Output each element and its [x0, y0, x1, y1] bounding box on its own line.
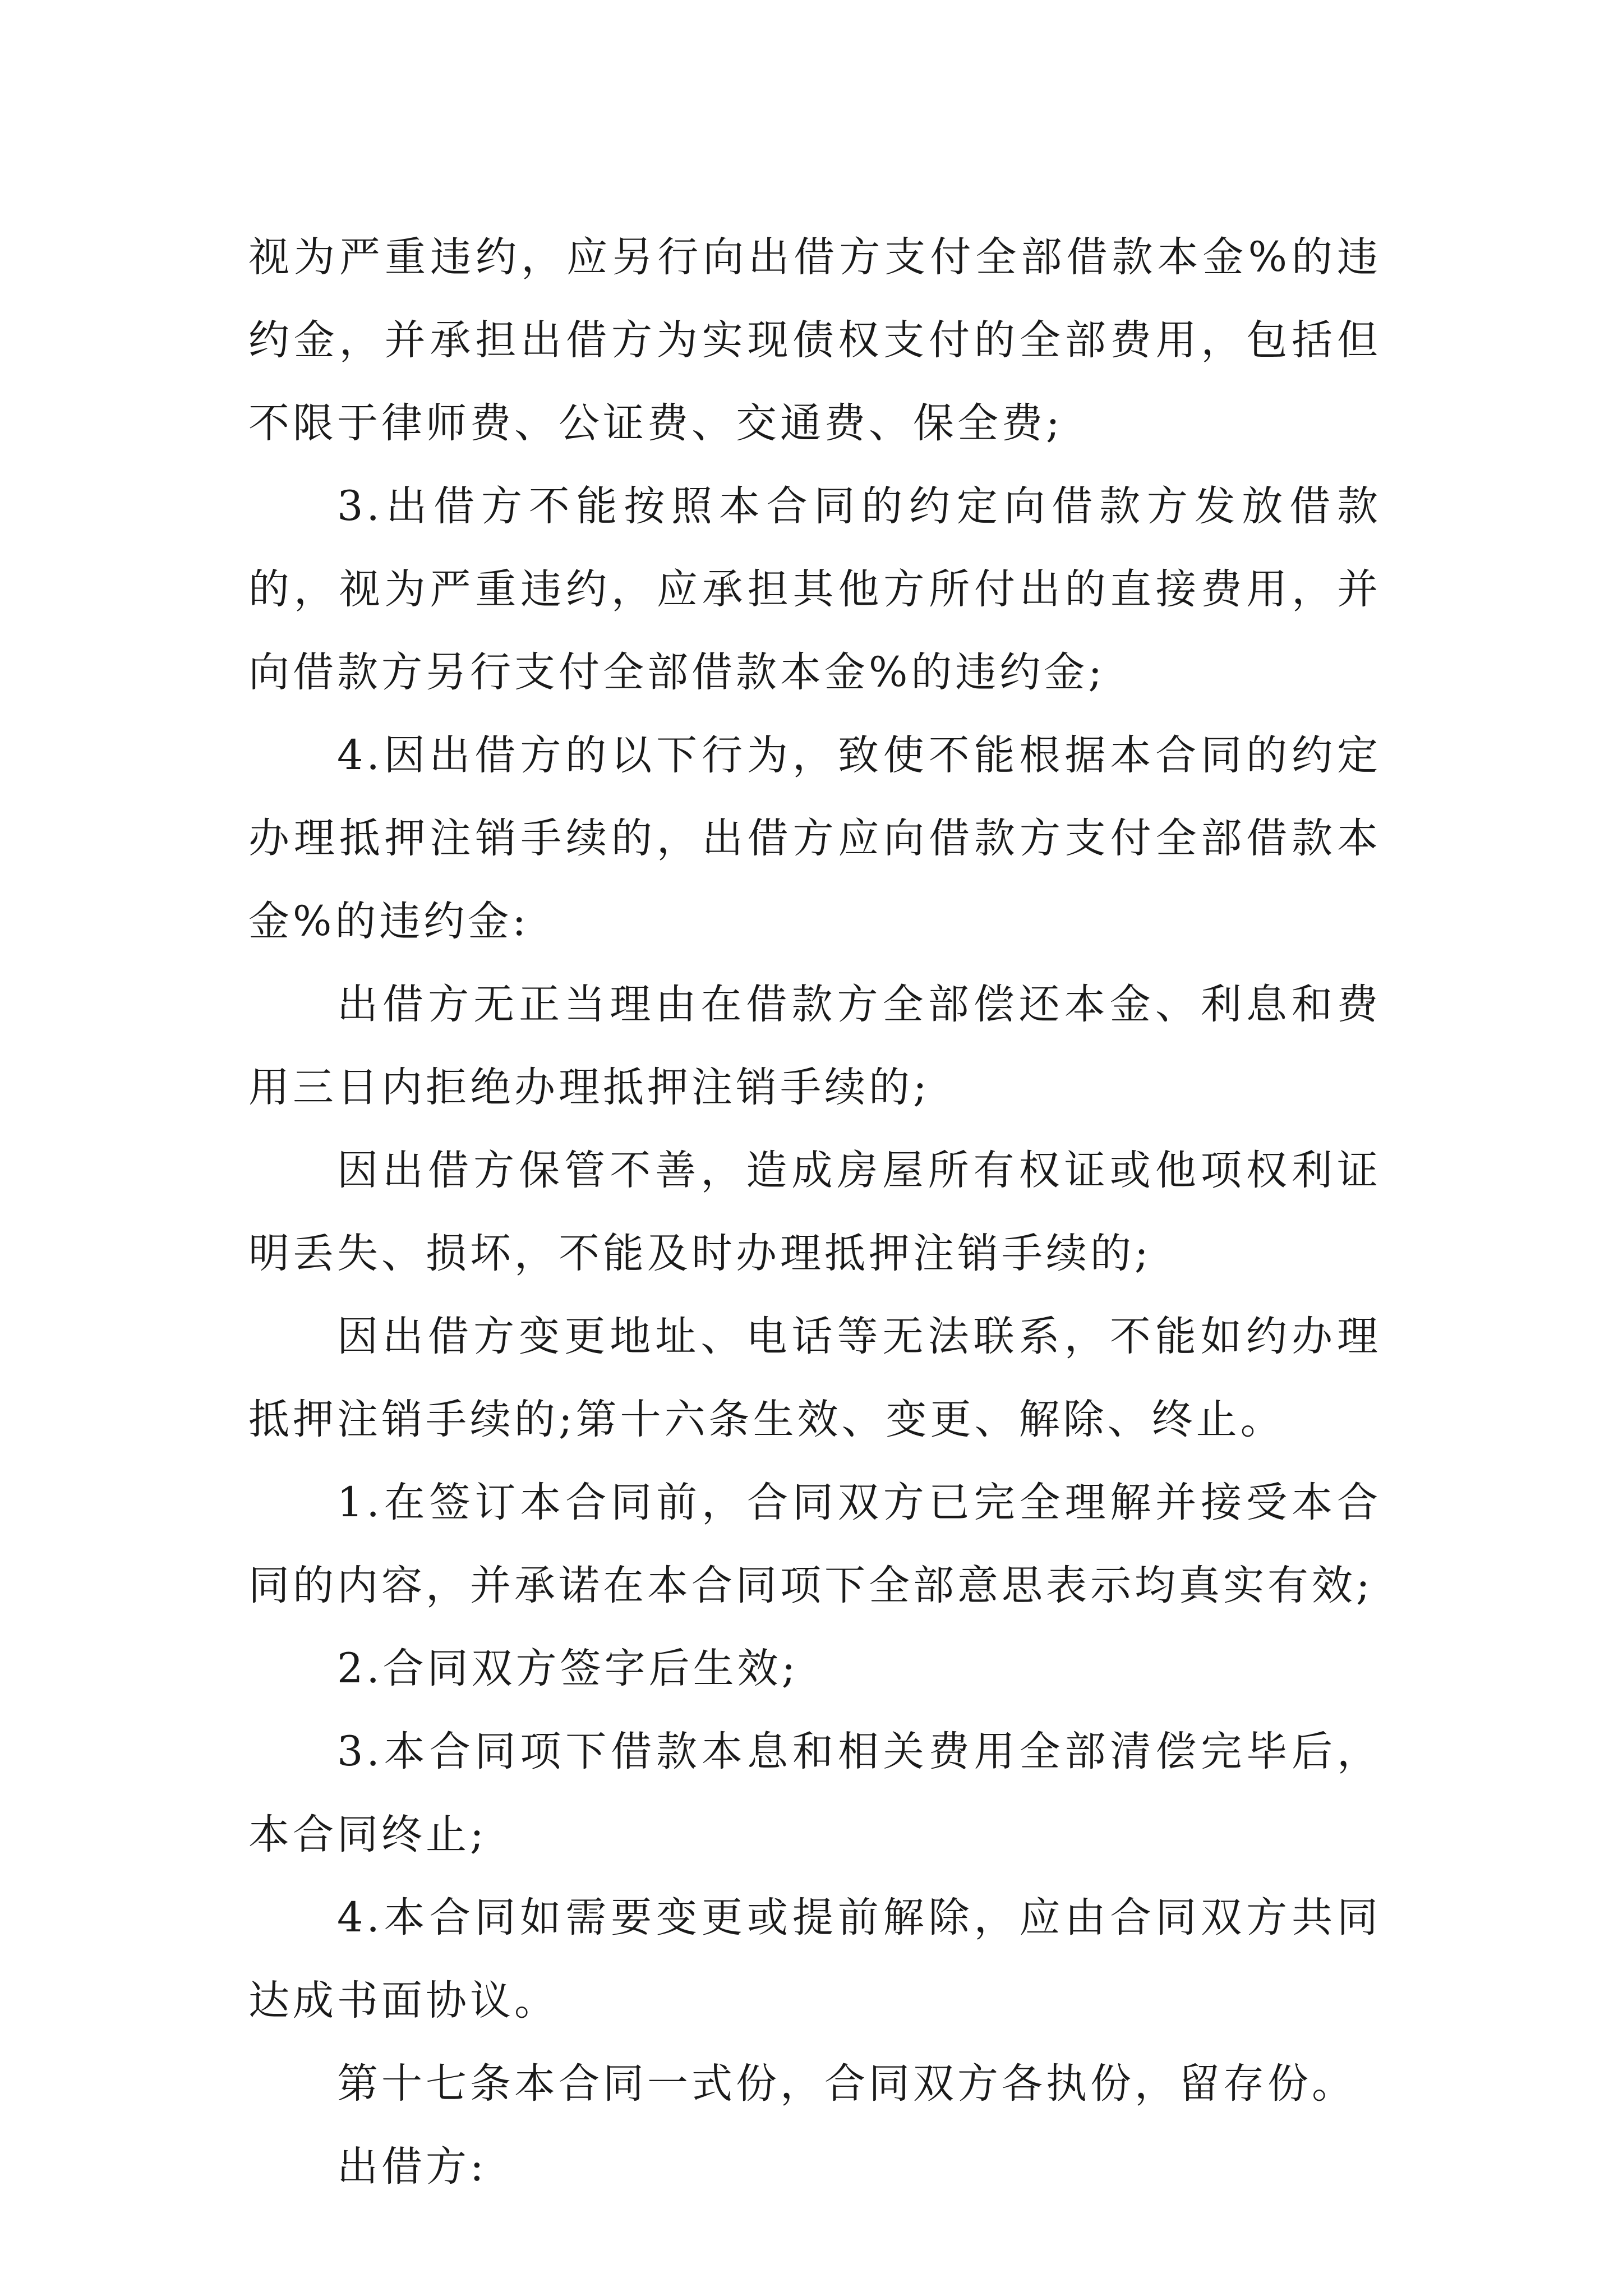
- paragraph-article-17-copies: 第十七条本合同一式份，合同双方各执份，留存份。: [337, 2060, 1356, 2108]
- paragraph-case-certificate-loss: 因出借方保管不善，造成房屋所有权证或他项权利证明丢失、损坏，不能及时办理抵押注销手续的;: [248, 1147, 1381, 1277]
- paragraph-effect-clause-4: 4.本合同如需要变更或提前解除，应由合同双方共同达成书面协议。: [248, 1894, 1381, 2024]
- paragraph-effect-clause-3: 3.本合同项下借款本息和相关费用全部清偿完毕后，本合同终止;: [248, 1728, 1381, 1858]
- paragraph-effect-clause-1: 1.在签订本合同前，合同双方已完全理解并接受本合同的内容，并承诺在本合同项下全部意思表示均真实有效;: [248, 1479, 1381, 1609]
- paragraph-effect-clause-2: 2.合同双方签字后生效;: [337, 1645, 799, 1692]
- paragraph-clause-4-mortgage-cancellation: 4.因出借方的以下行为，致使不能根据本合同的约定办理抵押注销手续的，出借方应向借款方支付全部借款本金%的违约金:: [248, 731, 1381, 945]
- paragraph-penalty-continuation: 视为严重违约，应另行向出借方支付全部借款本金%的违约金，并承担出借方为实现债权支付的全部费用，包括但不限于律师费、公证费、交通费、保全费;: [248, 233, 1381, 447]
- paragraph-case-contact-change: 因出借方变更地址、电话等无法联系，不能如约办理抵押注销手续的;第十六条生效、变更、解除、终止。: [248, 1313, 1381, 1443]
- document-body: [248, 216, 1381, 2208]
- signature-label-lender: 出借方:: [337, 2143, 487, 2191]
- paragraph-clause-3-lender-default: 3.出借方不能按照本合同的约定向借款方发放借款的，视为严重违约，应承担其他方所付出的直接费用，并向借款方另行支付全部借款本金%的违约金;: [248, 482, 1381, 696]
- paragraph-case-refusal: 出借方无正当理由在借款方全部偿还本金、利息和费用三日内拒绝办理抵押注销手续的;: [248, 981, 1381, 1111]
